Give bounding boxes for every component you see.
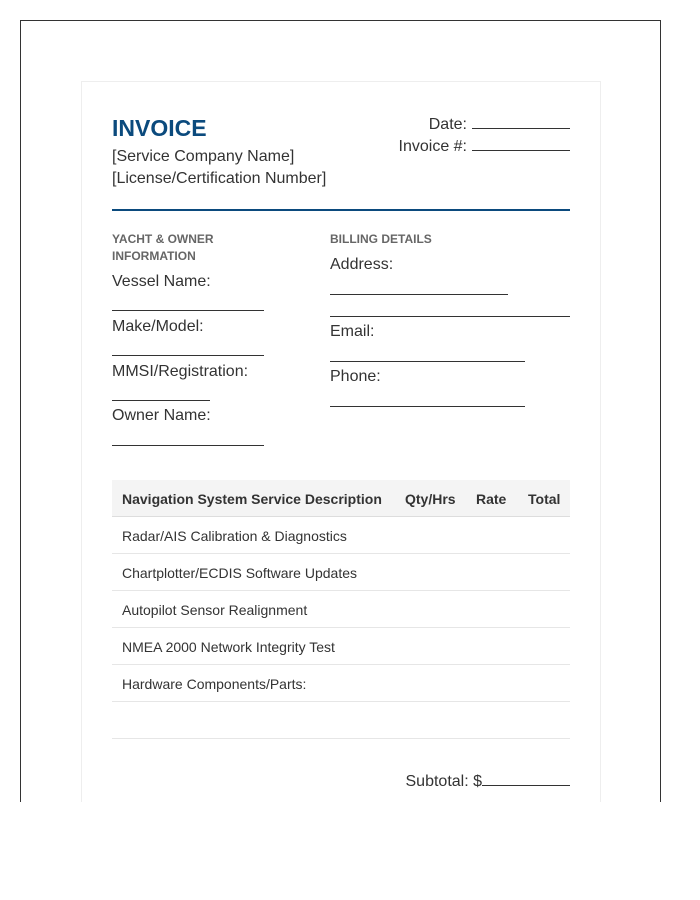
invoice-title: INVOICE — [112, 115, 207, 141]
table-row[interactable] — [112, 591, 570, 628]
yacht-owner-heading: YACHT & OWNER INFORMATION — [112, 232, 214, 263]
table-row[interactable] — [112, 702, 570, 739]
mmsi-registration-label: MMSI/Registration: — [112, 363, 249, 380]
row-description: Hardware Components/Parts: — [122, 676, 307, 692]
make-model-label: Make/Model: — [112, 318, 204, 335]
table-row[interactable] — [112, 665, 570, 702]
mmsi-registration-line[interactable] — [112, 400, 210, 401]
col-rate: Rate — [476, 491, 507, 507]
phone-line[interactable] — [330, 406, 525, 407]
col-total: Total — [528, 491, 561, 507]
email-line[interactable] — [330, 361, 525, 362]
billing-details-heading: BILLING DETAILS — [330, 232, 432, 246]
address-label: Address: — [330, 256, 394, 273]
subtotal-field[interactable] — [406, 771, 571, 791]
row-description: Chartplotter/ECDIS Software Updates — [122, 565, 357, 581]
address-line-2[interactable] — [330, 316, 570, 317]
subtotal-blank[interactable] — [482, 771, 570, 786]
date-blank[interactable] — [472, 114, 570, 129]
invoice-number-field[interactable] — [399, 136, 570, 156]
invoice-number-blank[interactable] — [472, 136, 570, 151]
email-label: Email: — [330, 323, 375, 340]
owner-name-line[interactable] — [112, 445, 264, 446]
license-number: [License/Certification Number] — [112, 170, 327, 187]
row-description: NMEA 2000 Network Integrity Test — [122, 639, 335, 655]
table-row[interactable] — [112, 628, 570, 665]
subtotal-label: Subtotal: $ — [405, 773, 482, 790]
header-divider — [112, 209, 570, 211]
row-description: Autopilot Sensor Realignment — [122, 602, 308, 618]
date-field[interactable] — [429, 114, 570, 134]
owner-name-label: Owner Name: — [112, 407, 211, 424]
services-table — [112, 480, 570, 739]
vessel-name-line[interactable] — [112, 310, 264, 311]
row-description: Radar/AIS Calibration & Diagnostics — [122, 528, 347, 544]
address-line-1[interactable] — [330, 294, 508, 295]
table-header — [112, 480, 570, 517]
invoice-number-label: Invoice #: — [398, 138, 467, 155]
col-qty-hrs: Qty/Hrs — [405, 491, 456, 507]
company-name: [Service Company Name] — [112, 148, 295, 165]
col-description: Navigation System Service Description — [122, 491, 382, 507]
table-row[interactable] — [112, 554, 570, 591]
date-label: Date: — [428, 116, 467, 133]
vessel-name-label: Vessel Name: — [112, 273, 211, 290]
make-model-line[interactable] — [112, 355, 264, 356]
table-row[interactable] — [112, 517, 570, 554]
phone-label: Phone: — [330, 368, 381, 385]
